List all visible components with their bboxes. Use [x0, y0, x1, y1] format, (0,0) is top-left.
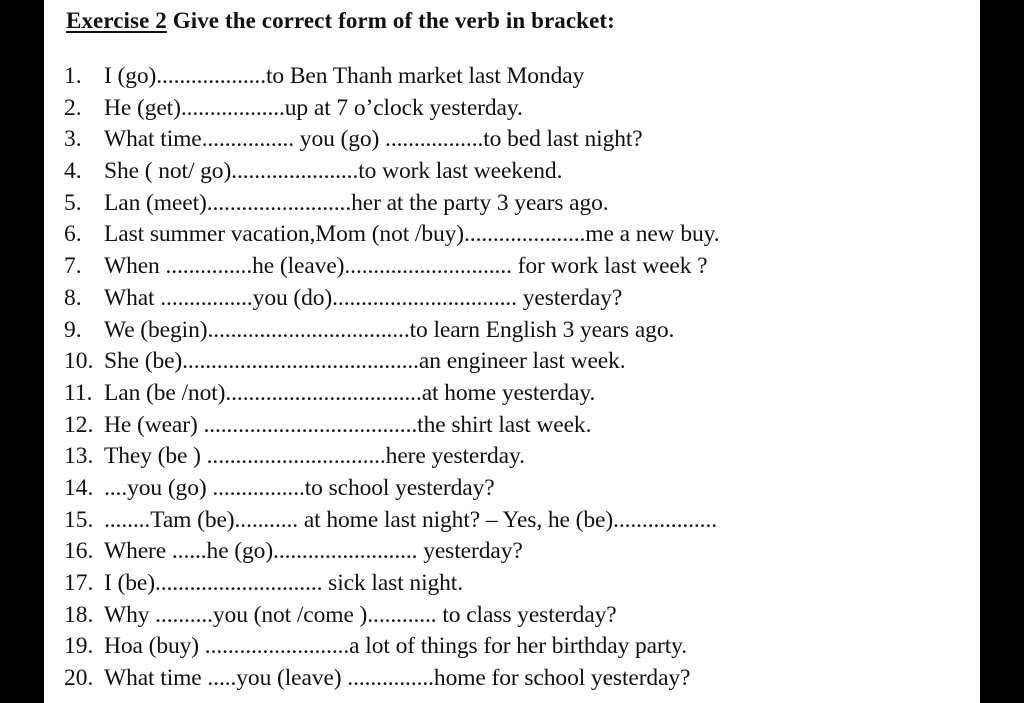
exercise-item — [64, 536, 964, 568]
exercise-item — [64, 61, 964, 93]
item-number: 5. — [64, 189, 82, 216]
exercise-item — [64, 346, 964, 378]
item-number: 12. — [64, 411, 94, 438]
item-text: Hoa (buy) .........................a lot of things for her birthday party. — [104, 633, 688, 660]
item-text: What time .....you (leave) ...............home for school yesterday? — [104, 665, 691, 692]
item-number: 8. — [64, 284, 82, 311]
item-number: 18. — [64, 601, 94, 628]
exercise-item — [64, 631, 964, 663]
item-text: Last summer vacation,Mom (not /buy).....................me a new buy. — [104, 221, 720, 248]
item-text: Why ..........you (not /come )............ to class yesterday? — [104, 601, 617, 628]
item-text: I (be)............................. sick last night. — [104, 570, 464, 596]
exercise-item — [64, 124, 964, 156]
exercise-heading — [66, 8, 615, 34]
item-number: 6. — [64, 221, 82, 248]
exercise-item — [64, 156, 964, 188]
item-text: What time................ you (go) .................to bed last night? — [104, 126, 643, 153]
item-number: 11. — [64, 379, 93, 406]
exercise-item — [64, 251, 964, 283]
exercise-item — [64, 378, 964, 410]
item-number: 14. — [64, 474, 94, 501]
item-text: She ( not/ go)......................to work last weekend. — [104, 158, 563, 185]
exercise-list — [64, 61, 964, 695]
item-number: 7. — [64, 253, 82, 280]
item-number: 10. — [64, 348, 94, 375]
item-text: ....you (go) ................to school yesterday? — [104, 474, 495, 501]
item-number: 19. — [64, 633, 94, 660]
item-text: When ...............he (leave)............................. for work last week ? — [104, 253, 708, 280]
exercise-item — [64, 219, 964, 251]
exercise-item — [64, 93, 964, 125]
item-text: ........Tam (be)........... at home last night? – Yes, he (be).................. — [104, 506, 718, 533]
item-text: He (wear) .....................................the shirt last week. — [104, 411, 592, 438]
item-number: 9. — [64, 316, 82, 343]
item-number: 4. — [64, 158, 82, 185]
item-number: 20. — [64, 665, 94, 692]
exercise-item — [64, 663, 964, 695]
exercise-item — [64, 600, 964, 632]
exercise-item — [64, 441, 964, 473]
exercise-item — [64, 315, 964, 347]
item-number: 2. — [64, 94, 82, 121]
item-number: 3. — [64, 126, 82, 153]
exercise-item — [64, 188, 964, 220]
item-text: He (get)..................up at 7 o’clock yesterday. — [104, 94, 523, 121]
exercise-item — [64, 505, 964, 537]
item-text: I (go)...................to Ben Thanh market last Monday — [104, 63, 585, 89]
item-number: 13. — [64, 443, 94, 470]
item-text: She (be).........................................an engineer last week. — [104, 348, 626, 375]
exercise-label: Exercise 2 — [66, 8, 167, 33]
exercise-instruction: Give the correct form of the verb in bracket: — [166, 8, 615, 33]
item-text: We (begin)...................................to learn English 3 years ago. — [104, 316, 675, 343]
exercise-item — [64, 283, 964, 315]
item-number: 15. — [64, 506, 94, 533]
worksheet-page — [44, 0, 980, 703]
item-number: 1. — [64, 63, 82, 89]
item-text: They (be ) ...............................here yesterday. — [104, 443, 525, 470]
item-text: Lan (be /not)..................................at home yesterday. — [104, 379, 596, 406]
item-text: What ................you (do)................................ yesterday? — [104, 284, 623, 311]
item-text: Lan (meet).........................her at the party 3 years ago. — [104, 189, 609, 216]
item-number: 17. — [64, 570, 94, 596]
item-number: 16. — [64, 538, 94, 565]
item-text: Where ......he (go)......................... yesterday? — [104, 538, 523, 565]
exercise-item — [64, 410, 964, 442]
exercise-item — [64, 568, 964, 600]
exercise-item — [64, 473, 964, 505]
